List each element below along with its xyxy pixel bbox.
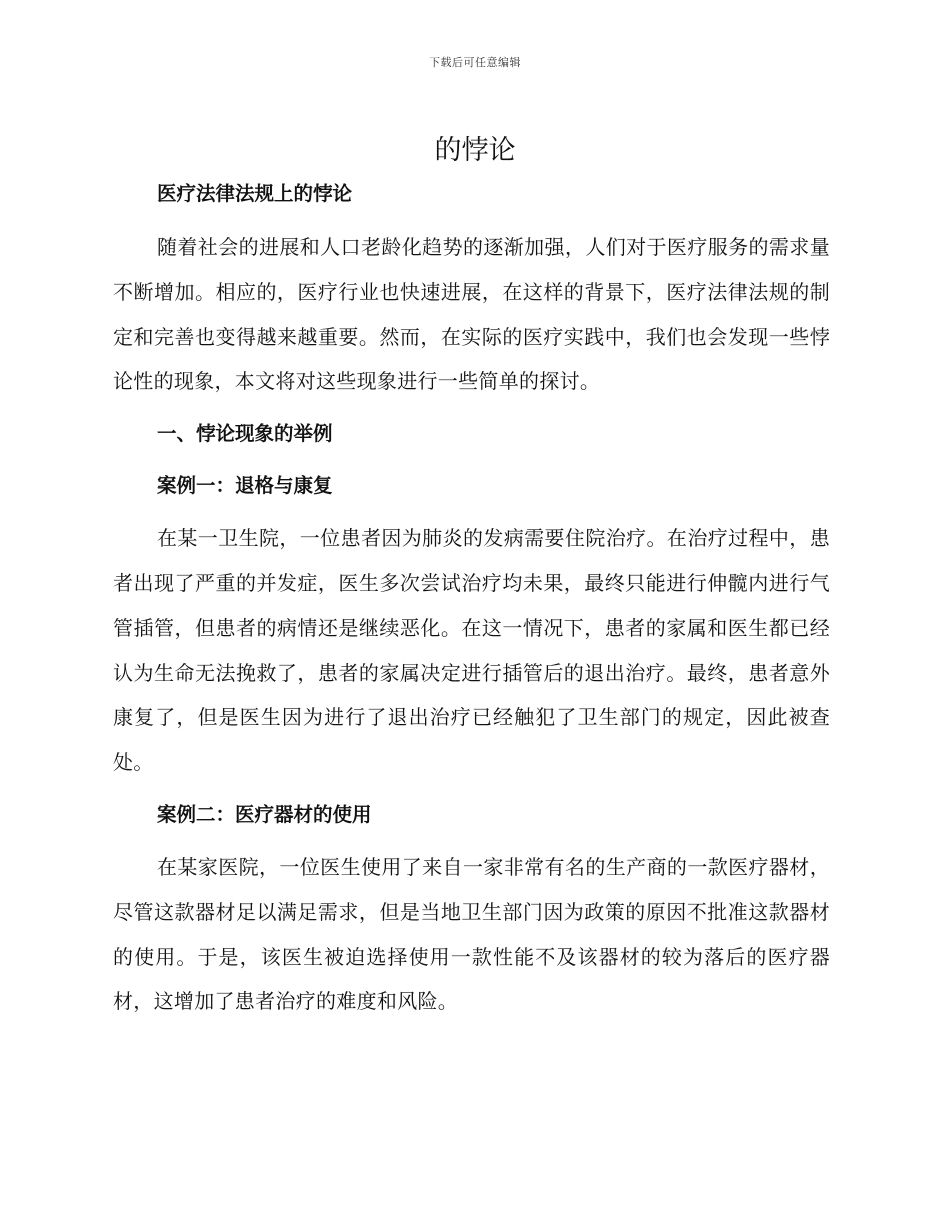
- section-heading: 一、悖论现象的举例: [157, 422, 333, 446]
- case1-heading: 案例一：退格与康复: [157, 474, 333, 498]
- document-subtitle: 医疗法律法规上的悖论: [157, 182, 353, 205]
- case2-paragraph: 在某家医院，一位医生使用了来自一家非常有名的生产商的一款医疗器材，尽管这款器材足以满足需求，但是当地卫生部门因为政策的原因不批准这款器材的使用。于是，该医生被迫选择使用一款性能不及该器材的较为落后的医疗器材，这增加了患者治疗的难度和风险。: [113, 854, 830, 1014]
- document-body: [113, 178, 830, 1032]
- running-header: 下载后可任意编辑: [429, 56, 521, 69]
- document-title: 的悖论: [434, 135, 516, 166]
- case2-heading: 案例二：医疗器材的使用: [157, 802, 372, 826]
- case1-paragraph: 在某一卫生院，一位患者因为肺炎的发病需要住院治疗。在治疗过程中，患者出现了严重的并发症，医生多次尝试治疗均未果，最终只能进行伸髋内进行气管插管，但患者的病情还是继续恶化。在这一情况下，患者的家属和医生都已经认为生命无法挽救了，患者的家属决定进行插管后的退出治疗。最终，患者意外康复了，但是医生因为进行了退出治疗已经触犯了卫生部门的规定，因此被查处。: [113, 526, 830, 775]
- intro-paragraph: 随着社会的进展和人口老龄化趋势的逐渐加强，人们对于医疗服务的需求量不断增加。相应的，医疗行业也快速进展，在这样的背景下，医疗法律法规的制定和完善也变得越来越重要。然而，在实际的医疗实践中，我们也会发现一些悖论性的现象，本文将对这些现象进行一些简单的探讨。: [113, 235, 830, 394]
